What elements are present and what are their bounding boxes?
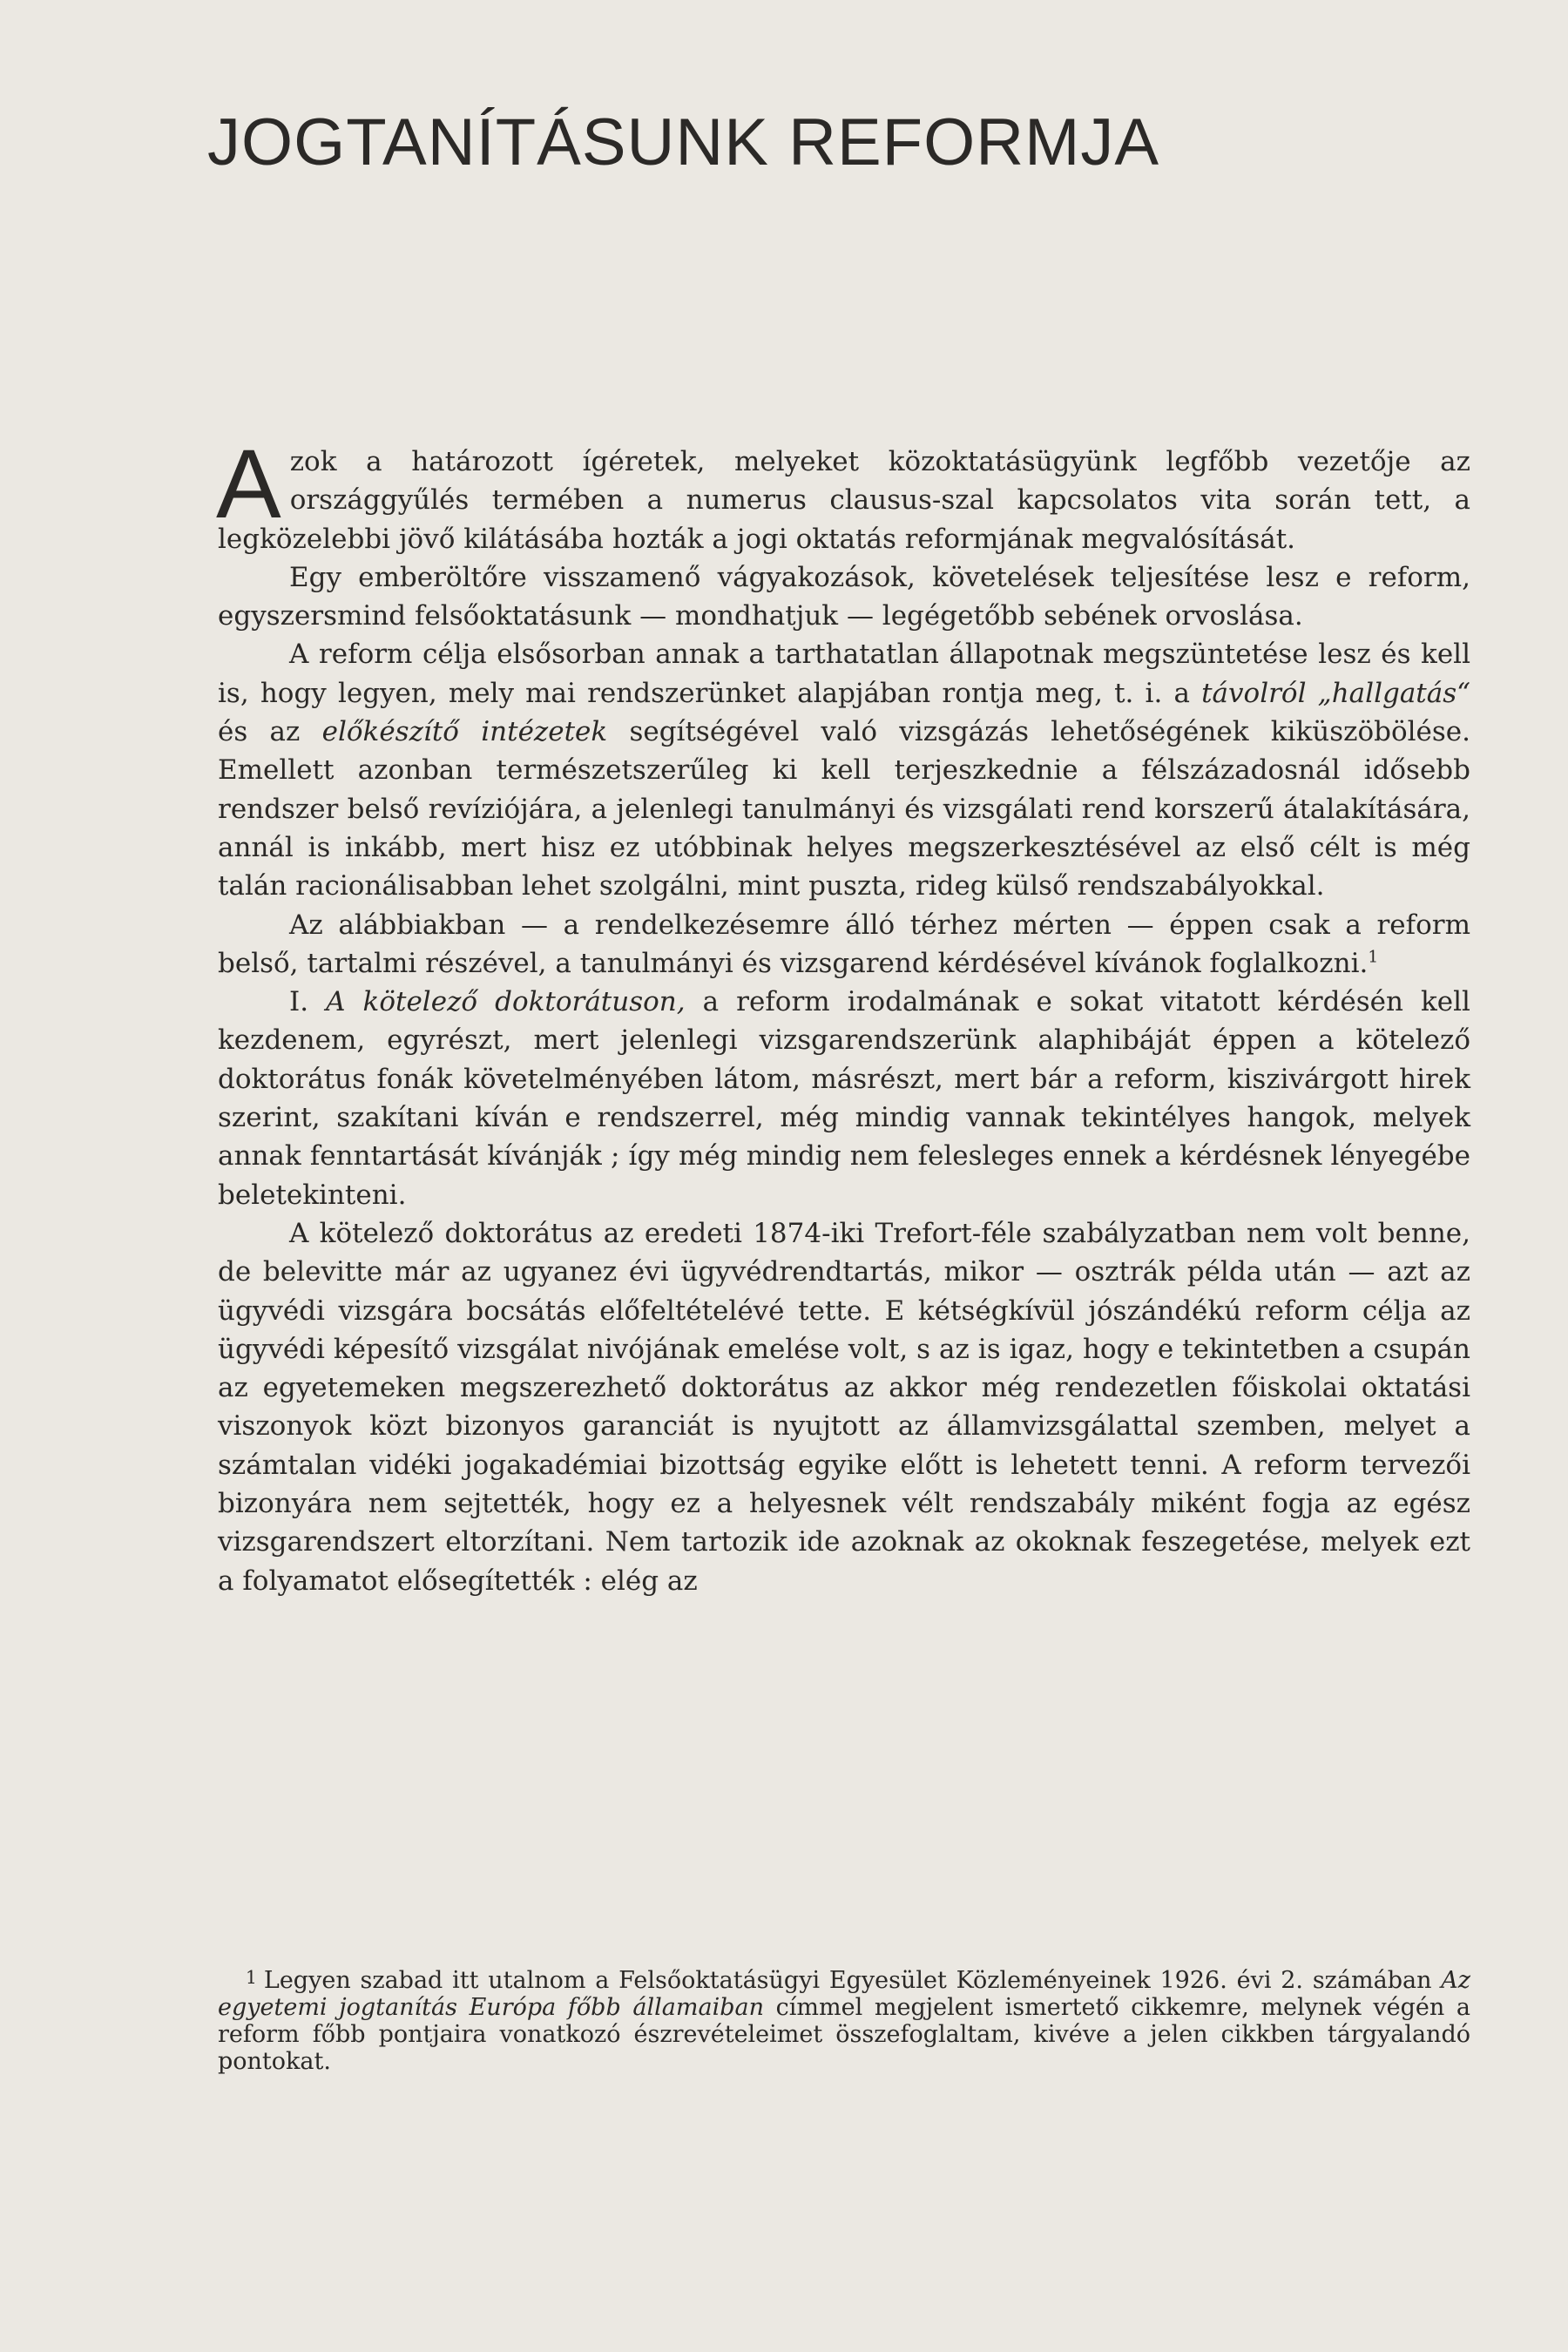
paragraph-6: A kötelező doktorátus az eredeti 1874-iki Trefort-féle szabályzatban nem volt benne, de belevitte már az ugyanez évi ügyvédrendtartás, mikor — osztrák példa után — azt az ügyvédi vizsgára bocsátás előfeltételévé tette. E kétségkívül jószándékú reform célja az ügyvédi képesítő vizsgálat nivójának emelése volt, s az is igaz, hogy e tekintetben a csupán az egyetemeken megszerezhető doktorátus az akkor még rendezetlen főiskolai oktatási viszonyok közt bizonyos garanciát is nyujtott az államvizsgálattal szemben, melyet a számtalan vidéki jogakadémiai bizottság egyike előtt is lehetett tenni. A reform tervezői bizonyára nem sejtették, hogy ez a helyesnek vélt rendszabály miként fogja az egész vizsgarendszert eltorzítani. Nem tartozik ide azoknak az okoknak feszegetése, melyek ezt a folyamatot elősegítették : elég az [218,1217,1470,1597]
footnote-italic: Az egyetemi jogtanítás Európa főbb államaiban [218,1967,1470,2021]
paragraph-5-text: a reform irodalmának e sokat vitatott kérdésén kell kezdenem, egyrészt, mert jelenlegi vizsgarendszerünk alaphibáját éppen a kötelező doktorátus fonák követelményében látom, másrészt, mert bár a reform, kiszivárgott hirek szerint, szakítani kíván e rendszerrel, még mindig vannak tekintélyes hangok, melyek annak fenntartását kívánják ; így még mindig nem felesleges ennek a kérdésnek lényegébe beletekinteni. [218,986,1470,1211]
paragraph-2: Egy emberöltőre visszamenő vágyakozások, követelések teljesítése lesz e reform, egyszersmind felsőoktatásunk — mondhatjuk — legégetőbb sebének orvoslása. [218,561,1470,632]
paragraph-5 [218,983,1470,1214]
paragraph-5-italic: A kötelező doktorátuson, [326,986,686,1018]
paragraph-intro-text: zok a határozott ígéretek, melyeket közoktatásügyünk legfőbb vezetője az országgyűlés termében a numerus clausus-szal kapcsolatos vita során tett, a legközelebbi jövő kilátásába hozták a jogi oktatás reformjának megvalósítását. [218,446,1470,555]
paragraph-3-text-a: A reform célja elsősorban annak a tarthatatlan állapotnak megszüntetése lesz és kell is, hogy legyen, mely mai rendszerünket alapjában rontja meg, t. i. a [218,639,1470,709]
paragraph-3 [218,635,1470,905]
footnote-marker: 1 [246,1966,257,1988]
footnote-text-b: címmel megjelent ismertető cikkemre, melynek végén a reform főbb pontjaira vonatkozó észrevételeimet összefoglaltam, kivéve a jelen cikkben tárgyalandó pontokat. [218,1994,1470,2075]
footnote [218,1967,1470,2075]
footnote-reference: 1 [1368,948,1379,967]
paragraph-4 [218,906,1470,983]
paragraph-4-text: Az alábbiakban — a rendelkezésemre álló térhez mérten — éppen csak a reform belső, tartalmi részével, a tanulmányi és vizsgarend kérdésével kívánok foglalkozni. [218,909,1470,979]
paragraph-3-text-b: és az [218,716,322,748]
paragraph-3-italic-2: előkészítő intézetek [321,716,608,748]
article-title: JOGTANÍTÁSUNK REFORMJA [207,105,1160,179]
paragraph-3-text-c: segítségével való vizsgázás lehetőségének kiküszöbölése. Emellett azonban természetszerűleg ki kell terjeszkednie a félszázadosnál idősebb rendszer belső revíziójára, a jelenlegi tanulmányi és vizsgálati rend korszerű átalakítására, annál is inkább, mert hisz ez utóbbinak helyes megszerkesztésével az első célt is még talán racionálisabban lehet szolgálni, mint puszta, rideg külső rendszabályokkal. [218,716,1470,902]
paragraph-intro [216,429,1470,558]
footnote-text-a: Legyen szabad itt utalnom a Felsőoktatásügyi Egyesület Közleményeinek 1926. évi 2. számában [263,1967,1442,1994]
article-body [216,429,1471,1600]
drop-cap: A [216,429,281,538]
paragraph-3-italic-1: távolról „hallgatás“ [1201,677,1471,709]
paragraph-5-numeral: I. [289,986,327,1018]
